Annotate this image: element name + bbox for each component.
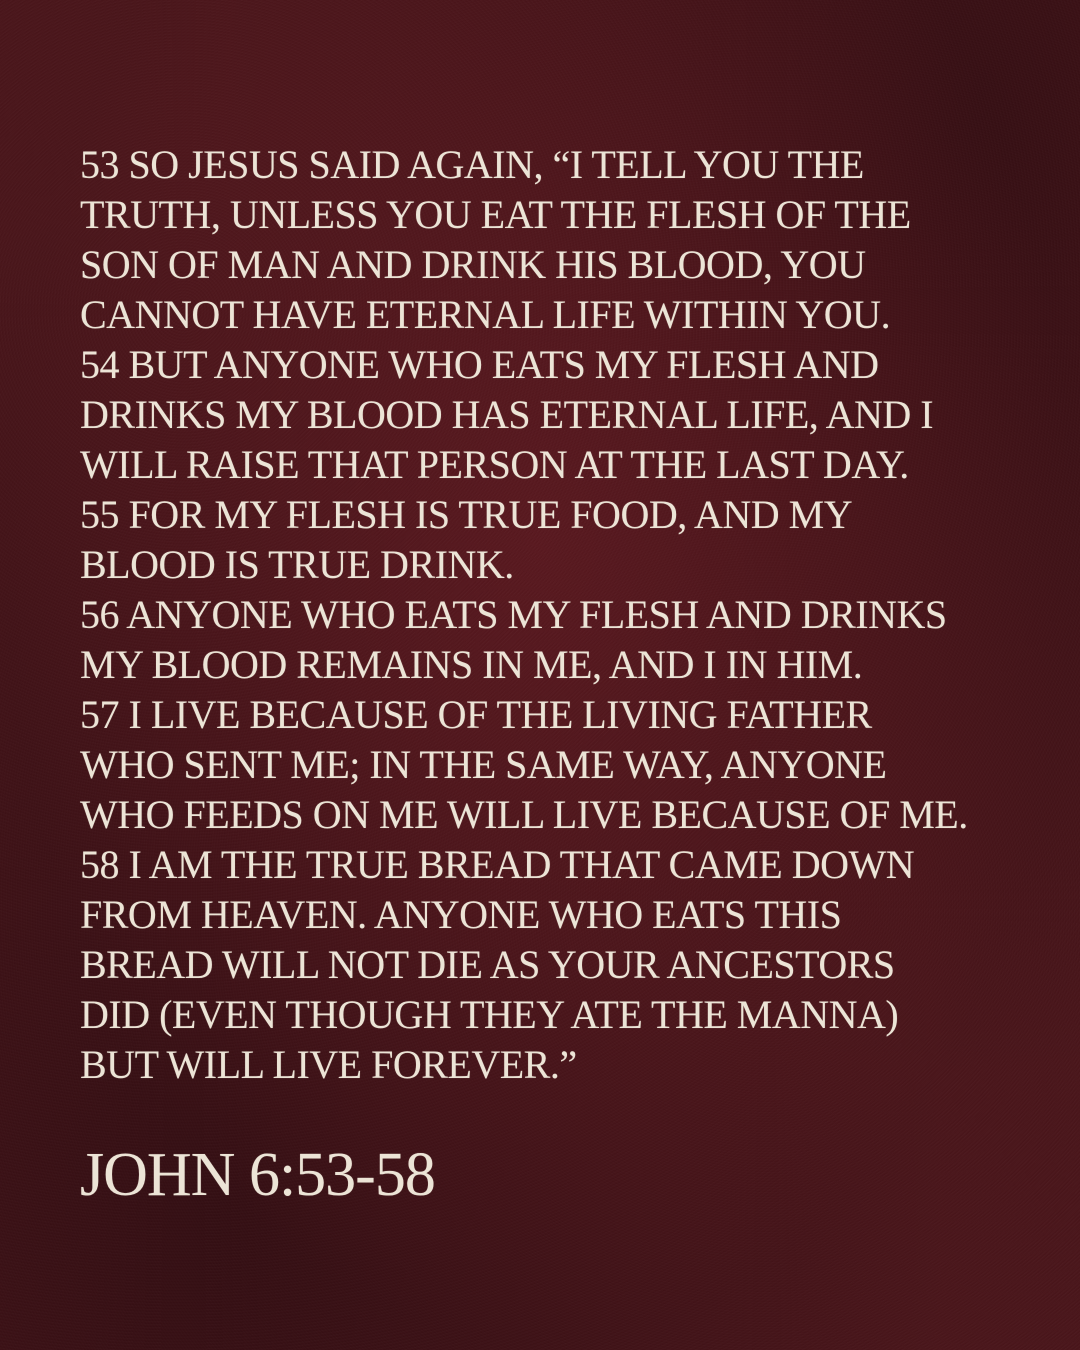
scripture-reference: JOHN 6:53-58 — [80, 1141, 435, 1209]
passage-line: BREAD WILL NOT DIE AS YOUR ANCESTORS — [80, 942, 895, 987]
passage-line: 55 FOR MY FLESH IS TRUE FOOD, AND MY — [80, 492, 853, 537]
passage-line: 54 BUT ANYONE WHO EATS MY FLESH AND — [80, 342, 879, 387]
passage-line: FROM HEAVEN. ANYONE WHO EATS THIS — [80, 892, 842, 937]
passage-line: 57 I LIVE BECAUSE OF THE LIVING FATHER — [80, 692, 872, 737]
scripture-passage — [80, 140, 1020, 1090]
passage-line: BLOOD IS TRUE DRINK. — [80, 542, 514, 587]
passage-line: DID (EVEN THOUGH THEY ATE THE MANNA) — [80, 992, 899, 1037]
passage-line: WHO SENT ME; IN THE SAME WAY, ANYONE — [80, 742, 887, 787]
passage-line: BUT WILL LIVE FOREVER.” — [80, 1042, 577, 1087]
passage-line: SON OF MAN AND DRINK HIS BLOOD, YOU — [80, 242, 866, 287]
passage-line: 53 SO JESUS SAID AGAIN, “I TELL YOU THE — [80, 142, 864, 187]
passage-line: TRUTH, UNLESS YOU EAT THE FLESH OF THE — [80, 192, 911, 237]
passage-line: CANNOT HAVE ETERNAL LIFE WITHIN YOU. — [80, 292, 891, 337]
passage-line: WILL RAISE THAT PERSON AT THE LAST DAY. — [80, 442, 909, 487]
passage-line: DRINKS MY BLOOD HAS ETERNAL LIFE, AND I — [80, 392, 934, 437]
passage-line: MY BLOOD REMAINS IN ME, AND I IN HIM. — [80, 642, 863, 687]
passage-line: WHO FEEDS ON ME WILL LIVE BECAUSE OF ME. — [80, 792, 968, 837]
passage-line: 56 ANYONE WHO EATS MY FLESH AND DRINKS — [80, 592, 947, 637]
passage-line: 58 I AM THE TRUE BREAD THAT CAME DOWN — [80, 842, 915, 887]
